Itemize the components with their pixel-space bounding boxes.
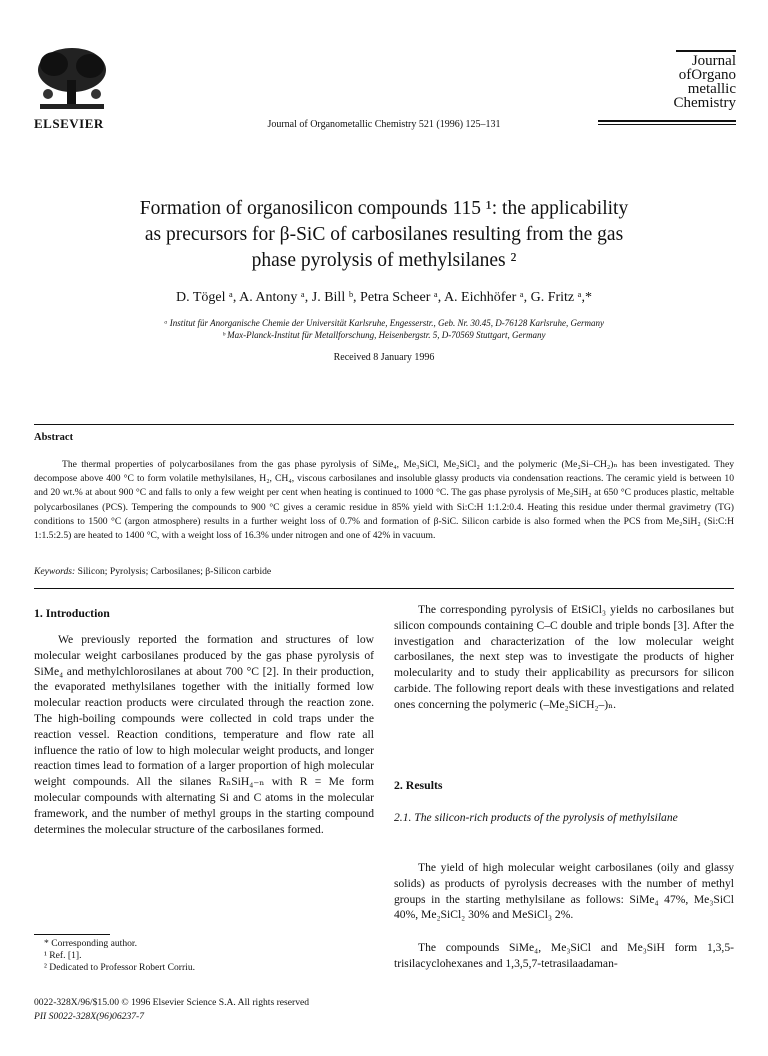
affiliation-b: ᵇ Max-Planck-Institut für Metallforschung, Heisenbergstr. 5, D-70569 Stuttgart, Germany xyxy=(222,330,546,340)
journal-logo xyxy=(598,48,736,110)
keywords xyxy=(34,566,271,577)
pii-line: PII S0022-328X(96)06237-7 xyxy=(34,1011,145,1022)
footnote-dedication: ² Dedicated to Professor Robert Corriu. xyxy=(44,962,196,973)
journal-logo-line: metallic xyxy=(687,81,736,97)
abstract-heading: Abstract xyxy=(34,432,74,443)
abstract-top-rule xyxy=(34,424,734,425)
abstract-text: The thermal properties of polycarbosilanes from the gas phase pyrolysis of SiMe₄, Me₃SiCl, Me₂SiCl₂ and the polymeric (Me₂Si–CH₂)ₙ has been investigated. They decompose above 400 °C to form volatile methylsilanes, H₂, CH₄, viscous carbosilanes and insoluble glassy products via condensation reactions. The ceramic yield is between 10 and 20 wt.% at about 900 °C and falls to only a few weight per cent when heating is continued to 1000 °C. The gas phase pyrolysis of Me₂SiH₂ at 650 °C produces plastic, meltable polycarbosilanes (PCS). Tempering the compounds to 900 °C gives a ceramic residue in 85% yield with Si:C:H 1:1.2:0.4. Heating this residue under thermal gravimetry (TG) conditions to 1500 °C (argon atmosphere) results in a further weight loss of 0.7% and formation of β-SiC. Silicon carbide is also formed when the PCS from Me₂SiH₂ (Si:C:H 1:1.5:2.5) are heated to 1400 °C, with a weight loss of 16.3% under nitrogen and one of 42% in vacuum. xyxy=(34,459,734,542)
footnote-ref: ¹ Ref. [1]. xyxy=(44,950,82,961)
journal-logo-line: ofOrgano xyxy=(678,67,736,83)
keywords-label: Keywords: xyxy=(34,566,76,577)
right-paragraph-1: The corresponding pyrolysis of EtSiCl₃ yields no carbosilanes but silicon compounds containing C–C double and triple bonds [3]. After the investigation and characterization of the low molecular weight carbosilanes, the next step was to investigate the products of higher molecularity and to study their applicability as precursors for silicon carbide. The following report deals with these investigations and related ones concerning the polymeric (–Me₂SiCH₂–)ₙ. xyxy=(394,603,734,711)
journal-logo-line: Journal xyxy=(691,53,736,69)
affiliation-a: ᵃ Institut für Anorganische Chemie der Universität Karlsruhe, Engesserstr., Geb. Nr. 30.45, D-76128 Karlsruhe, Germany xyxy=(163,318,605,328)
right-paragraph-2: The yield of high molecular weight carbosilanes (oily and glassy solids) as products of pyrolysis decreases with the number of methyl groups in the starting methylsilane as follows: SiMe₄ 47%, Me₃SiCl 40%, Me₂SiCl₂ 30% and MeSiCl₃ 2%. xyxy=(394,861,734,922)
section-heading-results: 2. Results xyxy=(394,778,443,792)
footnote-corresponding: * Corresponding author. xyxy=(44,938,137,949)
right-paragraph-3: The compounds SiMe₄, Me₃SiCl and Me₃SiH form 1,3,5-trisilacyclohexanes and 1,3,5,7-tetrasilaadaman- xyxy=(394,941,734,970)
publisher-name: ELSEVIER xyxy=(34,116,104,131)
section-heading-introduction: 1. Introduction xyxy=(34,606,110,620)
title-line: Formation of organosilicon compounds 115 ¹: the applicability xyxy=(139,198,629,219)
journal-citation: Journal of Organometallic Chemistry 521 (1996) 125–131 xyxy=(267,119,501,130)
abstract-bottom-rule xyxy=(34,588,734,589)
article-title xyxy=(80,196,688,274)
elsevier-tree-logo xyxy=(34,44,110,114)
copyright-line: 0022-328X/96/$15.00 © 1996 Elsevier Science S.A. All rights reserved xyxy=(34,997,310,1008)
footnote-rule xyxy=(34,934,110,935)
received-date: Received 8 January 1996 xyxy=(333,352,435,363)
author-list: D. Tögel ᵃ, A. Antony ᵃ, J. Bill ᵇ, Petra Scheer ᵃ, A. Eichhöfer ᵃ, G. Fritz ᵃ,* xyxy=(176,290,592,305)
copyright-footer xyxy=(34,996,309,1024)
keywords-text: Silicon; Pyrolysis; Carbosilanes; β-Silicon carbide xyxy=(77,566,272,577)
title-line: as precursors for β-SiC of carbosilanes resulting from the gas xyxy=(144,224,624,245)
subsection-heading: 2.1. The silicon-rich products of the pyrolysis of methylsilane xyxy=(394,811,678,824)
journal-logo-line: Chemistry xyxy=(673,95,736,111)
introduction-paragraph: We previously reported the formation and structures of low molecular weight carbosilanes produced by the gas phase pyrolysis of SiMe₄ and methylchlorosilanes at about 700 °C [2]. In their production, the evaporated methylsilanes together with the initially formed low molecular reaction products were circulated through the reaction zone. The high-boiling compounds were collected in cold traps under the reaction vessel. Reaction conditions, temperature and flow rate all influence the ratio of low to high molecular weight products, and longer reaction times lead to formation of a larger proportion of high molecular weight compounds. All the silanes RₙSiH₄₋ₙ with R = Me form molecular compounds with alternating Si and C atoms in the molecular framework, and the number of methyl groups in the starting compound determines the molecular structure of the carbosilanes formed. xyxy=(34,633,374,836)
title-line: phase pyrolysis of methylsilanes ² xyxy=(251,250,517,271)
